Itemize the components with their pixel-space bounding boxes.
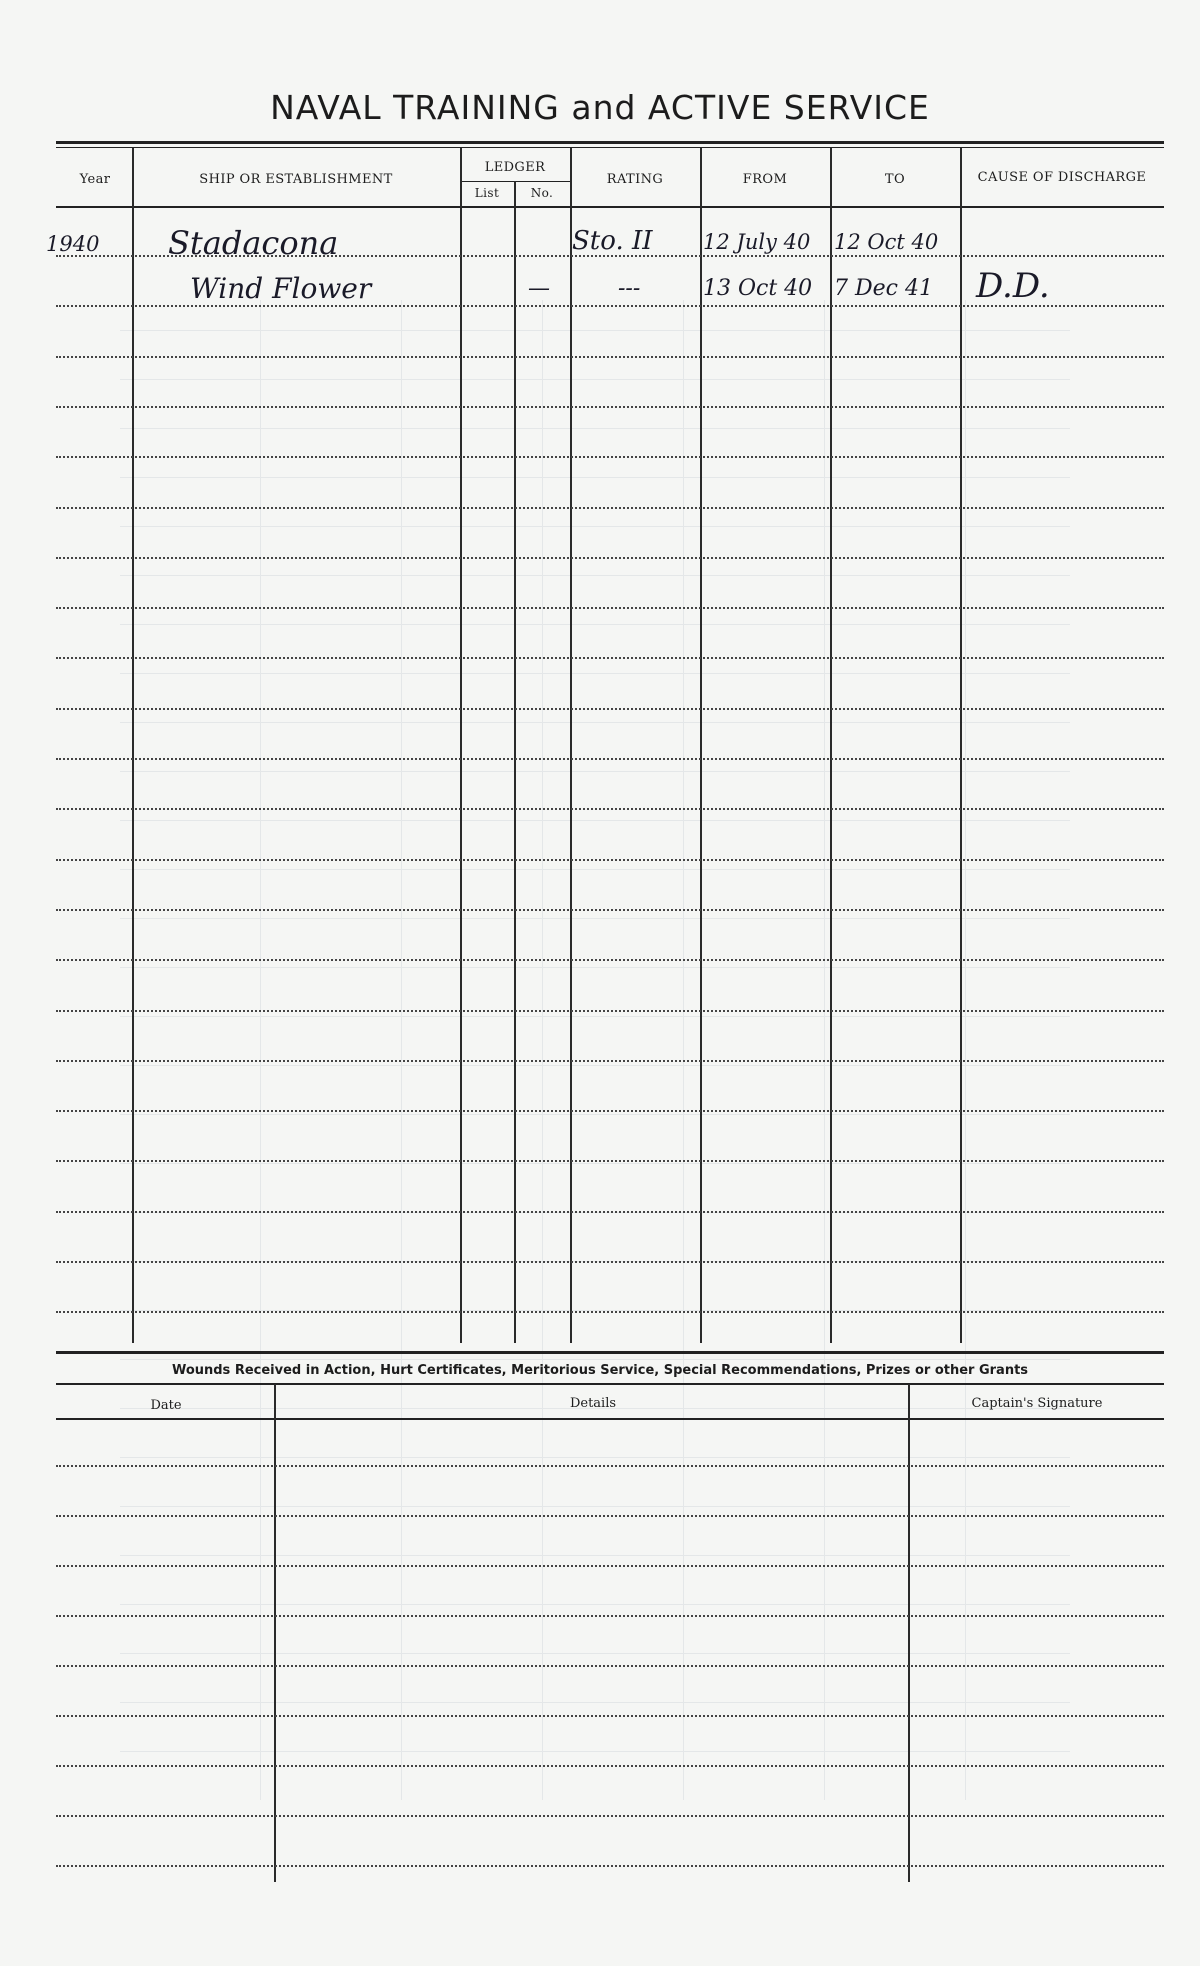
entry-year: 1940 [46,232,100,256]
ruled-line [56,1815,1164,1817]
col-divider [960,148,962,1343]
entry-ship: Stadacona [168,224,339,262]
col-divider [908,1384,910,1882]
entry-list: — [528,276,550,301]
ruled-line [56,1665,1164,1667]
col-divider [132,148,134,1343]
col-divider [830,148,832,1343]
ruled-line [56,1261,1164,1263]
top-rule [56,141,1164,144]
col-date-header: Date [150,1398,182,1413]
top-rule-thin [56,147,1164,148]
section2-top-rule [56,1383,1164,1385]
ruled-line [56,406,1164,408]
ruled-line [56,356,1164,358]
ruled-line [56,959,1164,961]
section-rule [56,1351,1164,1354]
ruled-line [56,808,1164,810]
entry-rating: --- [618,276,641,301]
form-title: NAVAL TRAINING and ACTIVE SERVICE [270,88,930,127]
col-cause-header: CAUSE OF DISCHARGE [977,170,1147,185]
ruled-line [56,1765,1164,1767]
entry-from: 13 Oct 40 [703,276,813,301]
ruled-line [56,859,1164,861]
ruled-line [56,456,1164,458]
col-divider [274,1384,276,1882]
entry-ship: Wind Flower [190,272,372,305]
entry-to: 7 Dec 41 [834,276,933,301]
col-details-header: Details [569,1396,617,1411]
col-to-header: TO [884,172,906,187]
col-ship-header: SHIP OR ESTABLISHMENT [199,172,393,187]
col-list-header: List [474,186,500,200]
section2-header-rule [56,1418,1164,1420]
col-year-header: Year [79,172,111,187]
col-from-header: FROM [742,172,788,187]
entry-rating: Sto. II [572,226,653,256]
ruled-line [56,1615,1164,1617]
ruled-line [56,557,1164,559]
col-signature-header: Captain's Signature [971,1396,1103,1411]
bleed-through-texture [120,300,1070,1800]
entry-from: 12 July 40 [703,230,811,254]
ruled-line [56,1565,1164,1567]
ruled-line [56,1211,1164,1213]
ruled-line [56,1060,1164,1062]
ruled-line [56,1715,1164,1717]
ruled-line [56,1865,1164,1867]
entry-cause: D.D. [976,266,1050,306]
ruled-line [56,607,1164,609]
header-rule [56,206,1164,208]
col-divider [700,148,702,1343]
entry-to: 12 Oct 40 [834,230,939,254]
col-divider [460,148,462,1343]
ruled-line [56,758,1164,760]
col-divider [570,148,572,1343]
ruled-line [56,1010,1164,1012]
col-ledger-header: LEDGER [484,160,546,175]
ruled-line [56,1465,1164,1467]
col-no-header: No. [530,186,554,200]
ruled-line [56,1160,1164,1162]
ruled-line [56,909,1164,911]
ruled-line [56,657,1164,659]
ruled-line [56,1515,1164,1517]
ruled-line [56,1110,1164,1112]
ruled-line [56,1311,1164,1313]
col-rating-header: RATING [606,172,664,187]
ruled-line [56,507,1164,509]
ruled-line [56,708,1164,710]
section2-title: Wounds Received in Action, Hurt Certificates, Meritorious Service, Special Recommendations, Prizes or other Grants [171,1363,1029,1378]
